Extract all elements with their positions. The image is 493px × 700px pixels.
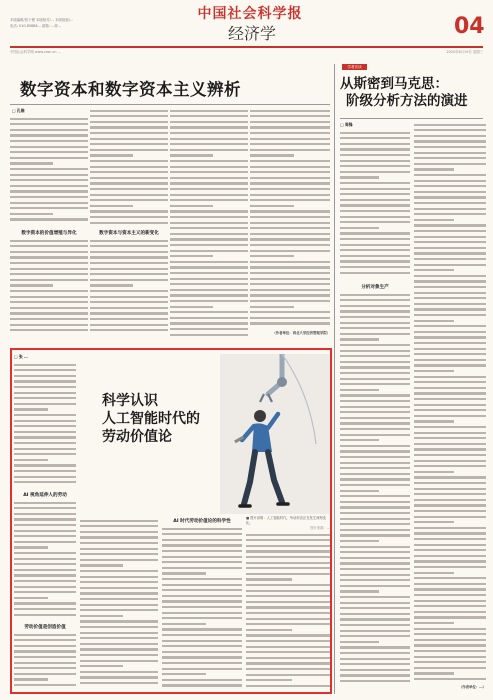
text-column bbox=[14, 632, 76, 690]
feature-title-line: 科学认识 bbox=[102, 393, 158, 409]
text-column bbox=[14, 500, 76, 622]
right-title-line: 阶级分析方法的演进 bbox=[346, 93, 468, 109]
masthead-rule bbox=[10, 46, 483, 48]
right-article-author: □ 周锋 bbox=[340, 122, 353, 127]
text-column bbox=[80, 518, 158, 690]
main-article-title: 数字资本和数字资本主义辨析 bbox=[20, 80, 241, 99]
masthead-info-line: 本版编辑/张子俊 本版校对/… 本版组版/… bbox=[10, 18, 74, 22]
section-badge: 学者访谈 bbox=[342, 64, 367, 70]
text-column bbox=[170, 108, 248, 338]
text-column bbox=[414, 122, 486, 682]
right-title-divider bbox=[340, 118, 483, 119]
feature-mid-head bbox=[162, 518, 242, 524]
sub-heading: 数字资本与资本主义的新变化 bbox=[99, 231, 159, 236]
issue-date: 2020年8月19日 星期三 bbox=[446, 50, 483, 54]
main-article-author: □ 孔维 bbox=[12, 108, 25, 113]
caption-credit: 图片来源：… bbox=[310, 525, 330, 530]
feature-title-line: 人工智能时代的 bbox=[102, 411, 200, 427]
text-column bbox=[340, 130, 410, 280]
masthead-info bbox=[10, 18, 150, 29]
title-divider bbox=[10, 104, 330, 105]
feature-title bbox=[102, 392, 222, 446]
robot-worker-illustration bbox=[220, 354, 330, 514]
section-title: 经济学 bbox=[227, 24, 276, 43]
text-column bbox=[10, 116, 88, 226]
text-column bbox=[90, 108, 168, 226]
text-column bbox=[90, 238, 168, 338]
right-title-line: 从斯密到马克思： bbox=[340, 76, 448, 92]
right-article-title bbox=[340, 76, 488, 110]
feature-article bbox=[14, 354, 330, 692]
text-column bbox=[10, 238, 88, 338]
image-caption bbox=[246, 516, 330, 530]
feature-author: □ 张 … bbox=[14, 354, 28, 359]
text-column bbox=[250, 108, 330, 328]
masthead-website: 中国社会科学网 www.cssn.cn … bbox=[10, 50, 62, 54]
text-column bbox=[340, 292, 410, 687]
author-affiliation: （作者单位：西北大学经济管理学院） bbox=[272, 331, 330, 335]
caption-text: ■ 图片说明：人工智能时代，劳动形态正在发生深刻变化。 bbox=[246, 516, 326, 525]
sub-heading: 数字资本的价值增殖与异化 bbox=[21, 231, 77, 236]
feature-illustration bbox=[80, 354, 330, 514]
sub-heading: AI 视角延伸人的劳动 bbox=[23, 493, 67, 498]
feature-title-line: 劳动价值论 bbox=[102, 429, 172, 445]
right-article-body bbox=[340, 122, 486, 692]
sub-heading: AI 时代劳动价值论的科学性 bbox=[173, 519, 231, 524]
column-divider bbox=[334, 64, 335, 694]
page-number: 04 bbox=[454, 14, 485, 39]
sub-heading: 劳动价值是创造价值 bbox=[24, 625, 66, 630]
right-affiliation: （作者单位：…） bbox=[458, 685, 486, 689]
masthead-info-line: 电话: 010-85886… 邮箱: …@… bbox=[10, 23, 62, 28]
masthead bbox=[0, 0, 493, 54]
text-column bbox=[14, 362, 76, 490]
newspaper-logo: 中国社会科学报 bbox=[197, 6, 303, 22]
text-column bbox=[246, 532, 330, 690]
text-column bbox=[162, 526, 242, 690]
sub-heading: 分析对象生产 bbox=[361, 285, 389, 290]
main-article-body bbox=[10, 108, 330, 340]
